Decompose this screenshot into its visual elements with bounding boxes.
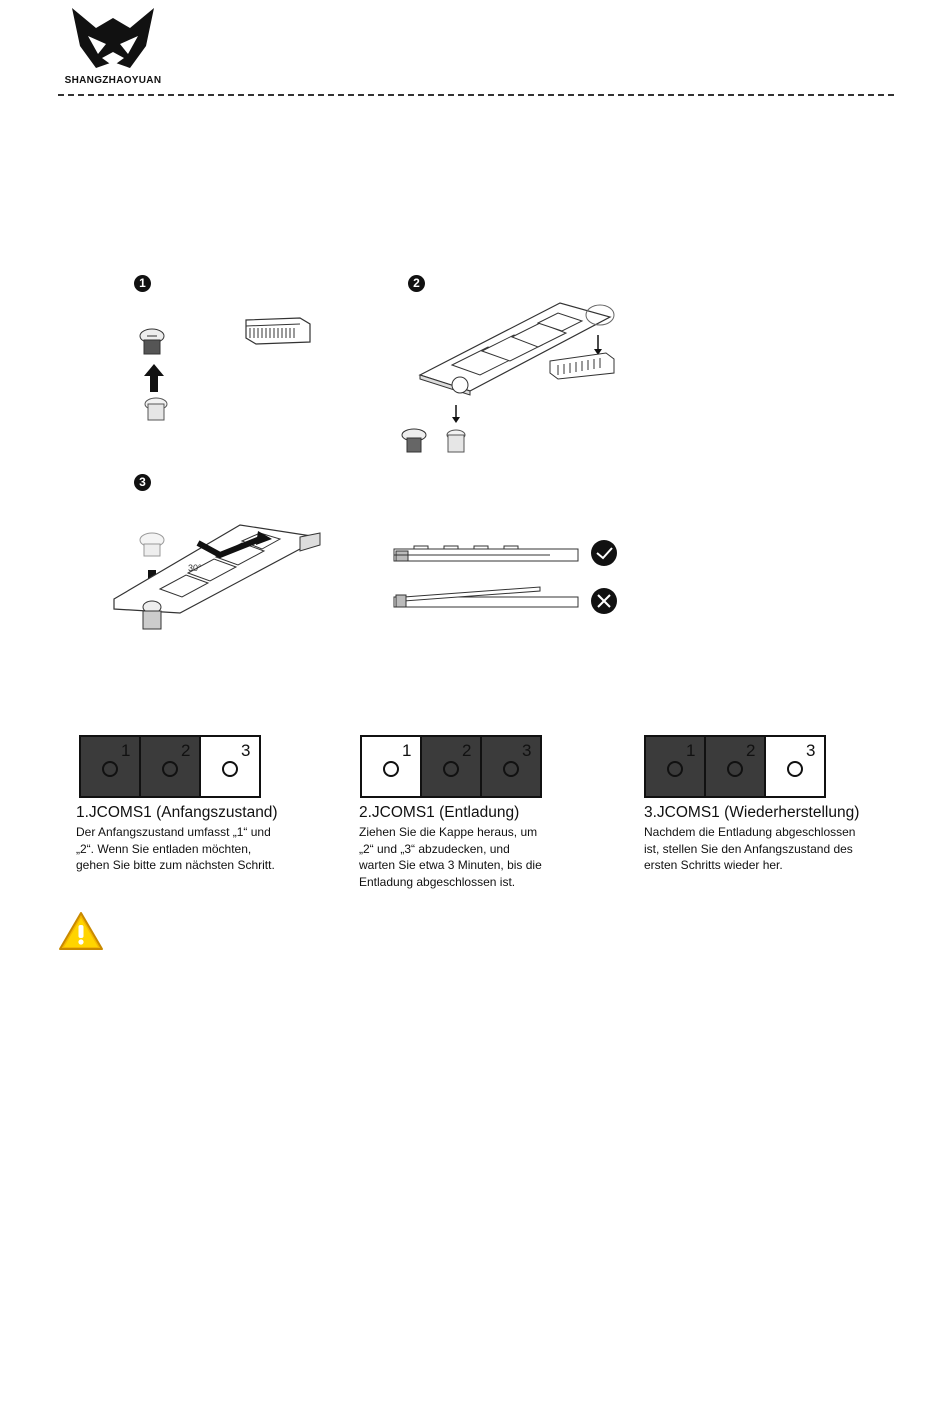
screw-icon (140, 329, 164, 354)
caption-title: 1.JCOMS1 (Anfangszustand) (76, 804, 278, 821)
m2-socket-icon (550, 353, 614, 379)
step-3-illustration (110, 515, 330, 640)
pin-circle-icon (787, 761, 803, 777)
up-arrow-icon (144, 364, 164, 392)
caption-line: gehen Sie bitte zum nächsten Schritt. (76, 858, 275, 872)
brand-name: SHANGZHAOYUAN (64, 75, 162, 86)
jumper-diagram-3 (644, 735, 826, 798)
screw-icon (140, 533, 164, 556)
jumper-caption-2 (359, 804, 542, 890)
caption-line: Entladung abgeschlossen ist. (359, 874, 516, 889)
pin-circle-icon (727, 761, 743, 777)
jumper-pin: 1 (81, 737, 141, 796)
pin-circle-icon (503, 761, 519, 777)
jumper-pin: 2 (141, 737, 201, 796)
jumper-caption-3 (644, 804, 859, 874)
pin-circle-icon (102, 761, 118, 777)
caption-line: Der Anfangszustand umfasst „1“ und (76, 825, 271, 839)
jumper-pin: 2 (706, 737, 766, 796)
caption-line: „2“ und „3“ abzudecken, und (359, 841, 510, 856)
side-view-illustration (390, 535, 630, 620)
jumper-diagram-1 (79, 735, 261, 798)
step-2-badge: 2 (408, 275, 425, 292)
jumper-pin: 3 (766, 737, 824, 796)
jumper-caption-1 (76, 804, 278, 874)
pin-circle-icon (222, 761, 238, 777)
caption-line: Ziehen Sie die Kappe heraus, um (359, 825, 538, 839)
jumper-pin: 2 (422, 737, 482, 796)
step-2-illustration (390, 295, 630, 460)
pin-circle-icon (162, 761, 178, 777)
header-divider (58, 94, 894, 96)
standoff-icon (447, 430, 465, 452)
caption-line: „2“. Wenn Sie entladen möchten, (76, 841, 252, 856)
jumper-diagram-2 (360, 735, 542, 798)
caption-line: ersten Schritts wieder her. (644, 858, 783, 872)
correct-check-icon (591, 540, 617, 566)
ssd-module-icon (420, 303, 610, 395)
jumper-pin: 1 (646, 737, 706, 796)
step-1-badge: 1 (134, 275, 151, 292)
step-3-badge: 3 (134, 474, 151, 491)
warning-triangle-icon (58, 910, 104, 952)
pin-circle-icon (443, 761, 459, 777)
jumper-pin: 1 (362, 737, 422, 796)
caption-line: ist, stellen Sie den Anfangszustand des (644, 841, 853, 856)
caption-line: Nachdem die Entladung abgeschlossen (644, 825, 856, 839)
m2-socket-icon (246, 318, 310, 344)
caption-line: warten Sie etwa 3 Minuten, bis die (359, 858, 542, 872)
jumper-pin: 3 (482, 737, 540, 796)
step-1-illustration (130, 300, 330, 430)
standoff-icon (143, 601, 161, 629)
pin-circle-icon (667, 761, 683, 777)
angle-label: 30° (188, 563, 202, 573)
screw-icon (402, 429, 426, 452)
pin-circle-icon (383, 761, 399, 777)
standoff-icon (145, 398, 167, 420)
caption-title: 2.JCOMS1 (Entladung) (359, 804, 520, 821)
jumper-pin: 3 (201, 737, 259, 796)
caption-title: 3.JCOMS1 (Wiederherstellung) (644, 804, 860, 821)
